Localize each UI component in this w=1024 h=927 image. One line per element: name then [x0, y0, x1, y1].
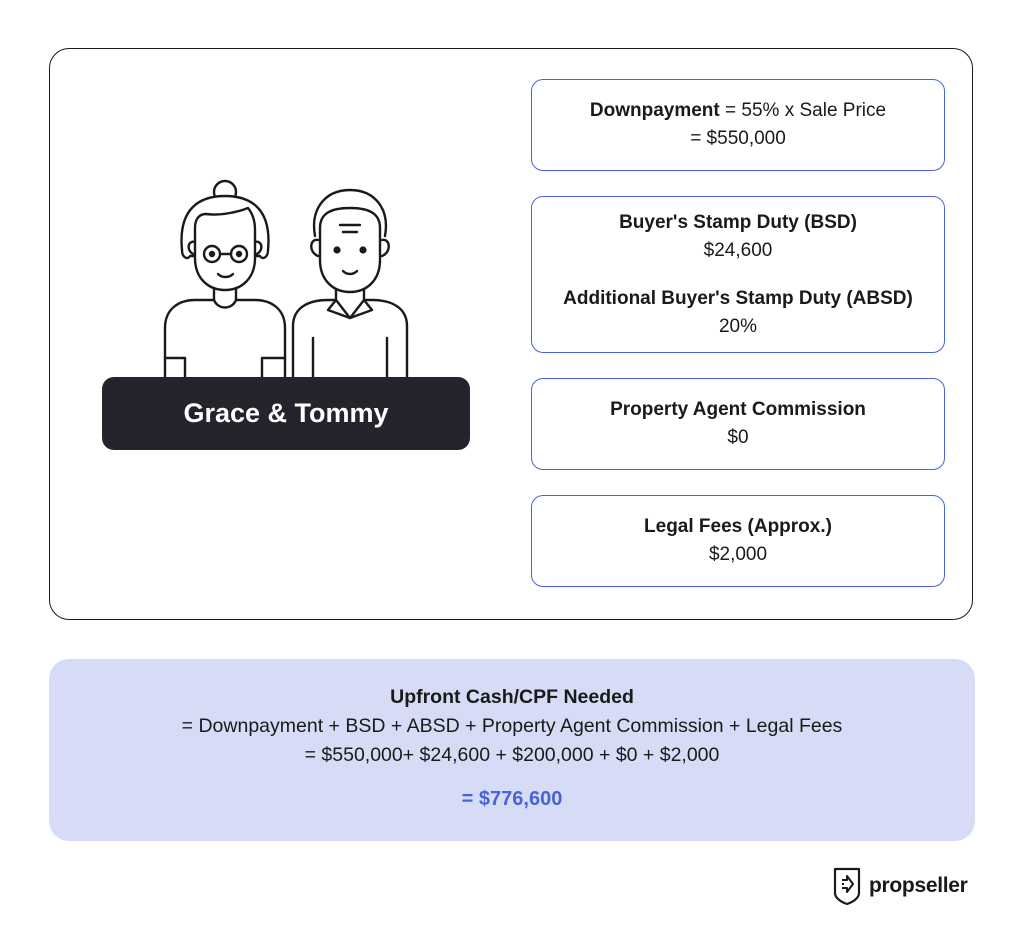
legal-fees-box	[531, 495, 945, 587]
legal-fees-value: $2,000	[708, 544, 768, 565]
absd-label: Additional Buyer's Stamp Duty (ABSD)	[563, 287, 913, 309]
downpayment-value: = $550,000	[690, 128, 786, 149]
legal-fees-label: Legal Fees (Approx.)	[644, 516, 832, 537]
summary-computation: = $550,000+ $24,600 + $200,000 + $0 + $2,000	[304, 744, 720, 766]
bsd-label: Buyer's Stamp Duty (BSD)	[619, 211, 857, 233]
brand-name: propseller	[869, 874, 968, 897]
summary-title: Upfront Cash/CPF Needed	[390, 686, 634, 708]
absd-value: 20%	[718, 315, 758, 337]
downpayment-label: Downpayment	[589, 100, 720, 121]
agent-commission-label: Property Agent Commission	[610, 399, 866, 420]
bsd-value: $24,600	[703, 239, 773, 261]
couple-illustration-icon	[150, 178, 420, 383]
brand-logo	[833, 866, 968, 906]
downpayment-box	[531, 79, 945, 171]
summary-panel	[49, 659, 975, 841]
stamp-duty-box	[531, 196, 945, 353]
agent-commission-box	[531, 378, 945, 470]
downpayment-formula: = 55% x Sale Price	[719, 100, 887, 121]
agent-commission-value: $0	[727, 427, 749, 448]
summary-formula: = Downpayment + BSD + ABSD + Property Agent Commission + Legal Fees	[181, 715, 843, 737]
summary-total: = $776,600	[461, 788, 563, 810]
name-badge: Grace & Tommy	[102, 377, 470, 450]
propseller-shield-logo-icon	[833, 866, 861, 906]
downpayment-line	[590, 97, 886, 125]
